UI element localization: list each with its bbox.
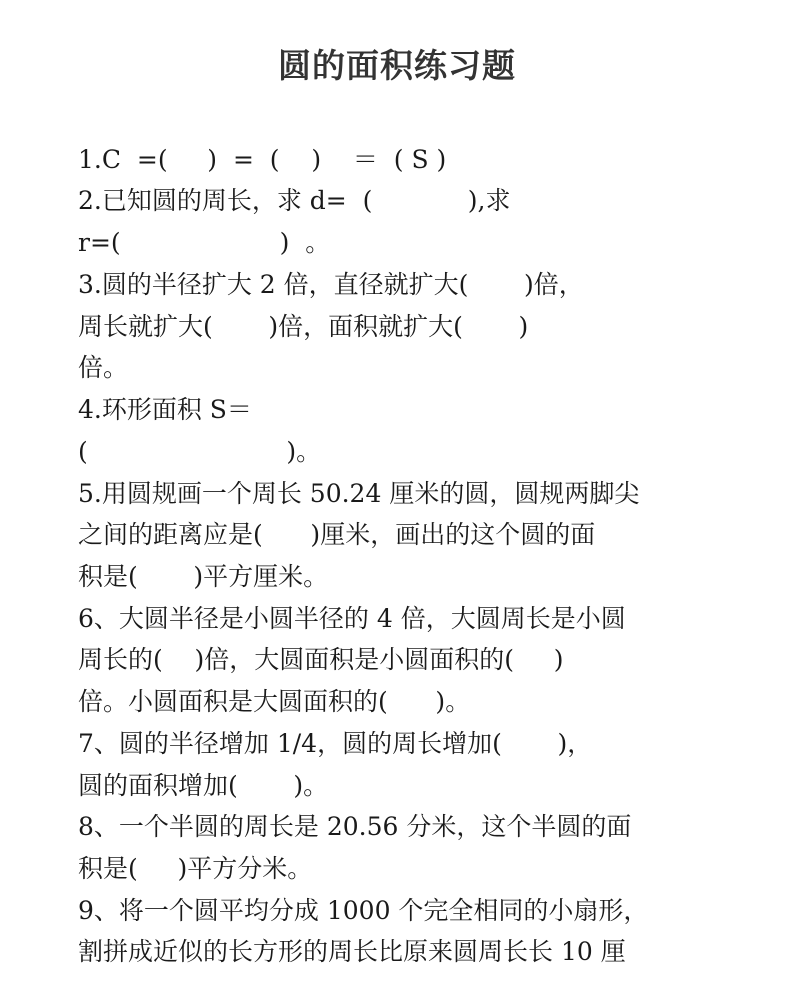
question-5-line-1: 5.用圆规画一个周长 50.24 厘米的圆，圆规两脚尖	[78, 479, 640, 508]
question-8-line-2: 积是( )平方分米。	[78, 854, 313, 883]
question-2-line-1: 2.已知圆的周长，求 d= ( ),求	[78, 186, 511, 215]
question-4-line-1: 4.环形面积 S＝	[78, 395, 252, 424]
question-5-line-2: 之间的距离应是( )厘米，画出的这个圆的面	[78, 520, 596, 549]
question-4-line-2: ( )。	[78, 437, 322, 466]
question-6-line-2: 周长的( )倍，大圆面积是小圆面积的( )	[78, 645, 564, 674]
question-1-line: 1.C =( ) = ( ) ＝ ( S )	[78, 145, 447, 174]
question-6-line-1: 6、大圆半径是小圆半径的 4 倍，大圆周长是小圆	[78, 604, 626, 633]
question-6-line-3: 倍。小圆面积是大圆面积的( )。	[78, 687, 471, 716]
question-3-line-2: 周长就扩大( )倍，面积就扩大( )	[78, 312, 529, 341]
question-9-line-2: 割拼成近似的长方形的周长比原来圆周长长 10 厘	[78, 937, 626, 966]
question-7-line-1: 7、圆的半径增加 1/4，圆的周长增加( )，	[78, 729, 593, 758]
page-title: 圆的面积练习题	[278, 46, 516, 85]
question-5-line-3: 积是( )平方厘米。	[78, 562, 329, 591]
question-8-line-1: 8、一个半圆的周长是 20.56 分米，这个半圆的面	[78, 812, 632, 841]
question-9-line-1: 9、将一个圆平均分成 1000 个完全相同的小扇形，	[78, 896, 649, 925]
question-3-line-3: 倍。	[78, 353, 129, 382]
question-3-line-1: 3.圆的半径扩大 2 倍，直径就扩大( )倍，	[78, 270, 584, 299]
question-7-line-2: 圆的面积增加( )。	[78, 771, 329, 800]
question-2-line-2: r=( ) 。	[78, 228, 331, 257]
